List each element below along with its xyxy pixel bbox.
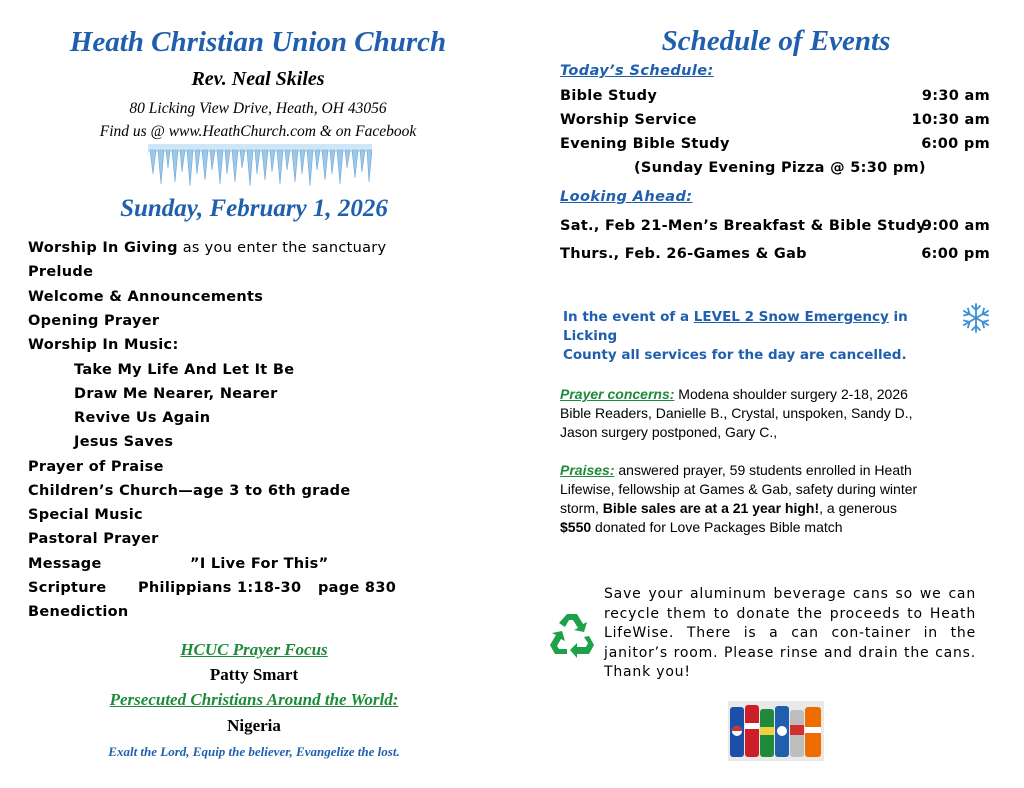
order-prelude: Prelude — [28, 264, 94, 280]
ahead-row: Sat., Feb 21-Men’s Breakfast & Bible Study 9:00 am — [560, 218, 990, 234]
order-pastoral-prayer: Pastoral Prayer — [28, 531, 159, 547]
ahead-heading: Looking Ahead: — [560, 189, 693, 205]
pizza-note: (Sunday Evening Pizza @ 5:30 pm) — [634, 160, 926, 176]
order-opening-prayer: Opening Prayer — [28, 313, 160, 329]
cans-image — [728, 701, 824, 761]
order-scripture: Scripture Philippians 1:18-30 page 830 — [28, 580, 397, 596]
church-address: 80 Licking View Drive, Heath, OH 43056 — [129, 100, 387, 117]
prayer-concerns: Prayer concerns: Modena shoulder surgery 2-18, 2026 Bible Readers, Danielle B., Crystal, unspoken, Sandy D., Jason surgery postponed, Gary C., — [560, 386, 913, 440]
find-us-line: Find us @ www.HeathChurch.com & on Facebook — [99, 123, 417, 140]
cans-recycling-note: Save your aluminum beverage cans so we can recycle them to donate the proceeds to Heath LifeWise. There is a can con-tainer in the janitor’s room. Please rinse and drain the cans. Thank you! — [604, 586, 976, 681]
prayer-focus-title: HCUC Prayer Focus — [180, 640, 328, 659]
recycle-icon — [548, 610, 596, 658]
persecuted-title: Persecuted Christians Around the World: — [109, 690, 399, 709]
order-worship-music: Worship In Music: — [28, 337, 179, 353]
snow-emergency-notice: In the event of a LEVEL 2 Snow Emergency in Licking County all services for the day are cancelled. — [563, 309, 908, 363]
prayer-focus-name: Patty Smart — [209, 665, 299, 684]
schedule-title: Schedule of Events — [661, 25, 891, 57]
pastor-name: Rev. Neal Skiles — [191, 68, 325, 90]
persecuted-country: Nigeria — [227, 716, 281, 735]
order-benediction: Benediction — [28, 604, 129, 620]
ahead-row: Thurs., Feb. 26-Games & Gab 6:00 pm — [560, 246, 990, 262]
order-message: Message ”I Live For This” — [28, 556, 329, 572]
icicles-icon — [148, 144, 372, 188]
order-special-music: Special Music — [28, 507, 143, 523]
today-row: Bible Study 9:30 am — [560, 88, 990, 104]
today-row: Worship Service 10:30 am — [560, 112, 990, 128]
order-childrens-church: Children’s Church—age 3 to 6th grade — [28, 483, 351, 499]
order-welcome: Welcome & Announcements — [28, 289, 264, 305]
song-2: Draw Me Nearer, Nearer — [74, 386, 278, 402]
today-row: Evening Bible Study 6:00 pm — [560, 136, 990, 152]
praises: Praises: answered prayer, 59 students enrolled in Heath Lifewise, fellowship at Games & Gab, safety during winter storm, Bible sales are at a 21 year high!, a generous $550 donated for Love Packages Bible match — [560, 462, 918, 535]
church-name: Heath Christian Union Church — [69, 26, 447, 58]
song-1: Take My Life And Let It Be — [74, 362, 295, 378]
service-date: Sunday, February 1, 2026 — [120, 195, 388, 222]
today-heading: Today’s Schedule: — [560, 63, 714, 79]
snowflake-icon — [960, 302, 992, 334]
order-worship-giving: Worship In Giving as you enter the sanctuary — [28, 240, 387, 256]
order-prayer-of-praise: Prayer of Praise — [28, 459, 164, 475]
song-3: Revive Us Again — [74, 410, 211, 426]
song-4: Jesus Saves — [74, 434, 174, 450]
church-motto: Exalt the Lord, Equip the believer, Evangelize the lost. — [108, 744, 400, 759]
